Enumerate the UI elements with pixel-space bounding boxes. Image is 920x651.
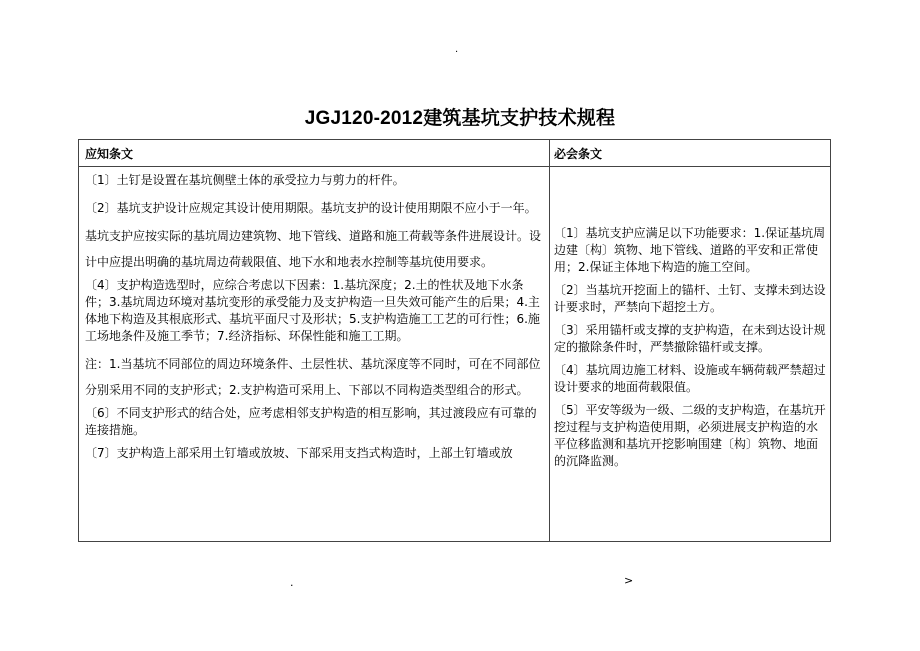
clause-item: 〔6〕不同支护形式的结合处，应考虑相邻支护构造的相互影响，其过渡段应有可靠的连接措施。 [85, 406, 537, 437]
clause-item: 〔2〕当基坑开挖面上的锚杆、土钉、支撑未到达设计要求时，严禁向下超挖土方。 [554, 283, 826, 314]
footer-dot: . [290, 576, 294, 589]
clause-item: 〔1〕土钉是设置在基坑侧壁土体的承受拉力与剪力的杆件。 [85, 173, 405, 187]
standards-table [78, 139, 831, 542]
must-master-column [554, 225, 829, 476]
clause-item: 注：1.当基坑不同部位的周边环境条件、土层性状、基坑深度等不同时，可在不同部位分别采用不同的支护形式；2.支护构造可采用上、下部以不同构造类型组合的形式。 [85, 357, 541, 397]
clause-item: 〔2〕基坑支护设计应规定其设计使用期限。基坑支护的设计使用期限不应小于一年。 [85, 201, 537, 215]
clause-item: 〔7〕支护构造上部采用土钉墙或放坡、下部采用支挡式构造时，上部土钉墙或放 [85, 446, 513, 460]
column-divider [549, 140, 550, 541]
clause-item: 〔4〕基坑周边施工材料、设施或车辆荷载严禁超过设计要求的地面荷载限值。 [554, 363, 826, 394]
header-must-master: 必会条文 [554, 147, 603, 161]
clause-item: 〔4〕支护构造选型时，应综合考虑以下因素：1.基坑深度；2.土的性状及地下水条件；3.基坑周边环境对基坑变形的承受能力及支护构造一旦失效可能产生的后果；4.主体地下构造及其根底形式、基坑平面尺寸及形状；5.支护构造施工工艺的可行性；6.施工场地条件及施工季节；7.经济指标、环保性能和施工工期。 [85, 278, 540, 343]
header-divider [79, 166, 830, 167]
clause-item: 〔3〕采用锚杆或支撑的支护构造，在未到达设计规定的撤除条件时，严禁撤除锚杆或支撑。 [554, 323, 826, 354]
clause-item: 〔1〕基坑支护应满足以下功能要求：1.保证基坑周边建〔构〕筑物、地下管线、道路的平安和正常使用；2.保证主体地下构造的施工空间。 [554, 226, 826, 274]
footer-mark: > [624, 574, 634, 587]
clause-item: 〔5〕平安等级为一级、二级的支护构造，在基坑开挖过程与支护构造使用期，必须进展支护构造的水平位移监测和基坑开挖影响围建〔构〕筑物、地面的沉降监测。 [554, 403, 826, 468]
document-title: JGJ120-2012建筑基坑支护技术规程 [304, 108, 616, 129]
top-dot: . [455, 44, 459, 55]
must-know-column [85, 172, 545, 468]
header-must-know: 应知条文 [85, 147, 134, 161]
clause-item: 基坑支护应按实际的基坑周边建筑物、地下管线、道路和施工荷载等条件进展设计。设计中应提出明确的基坑周边荷载限值、地下水和地表水控制等基坑使用要求。 [85, 229, 542, 269]
